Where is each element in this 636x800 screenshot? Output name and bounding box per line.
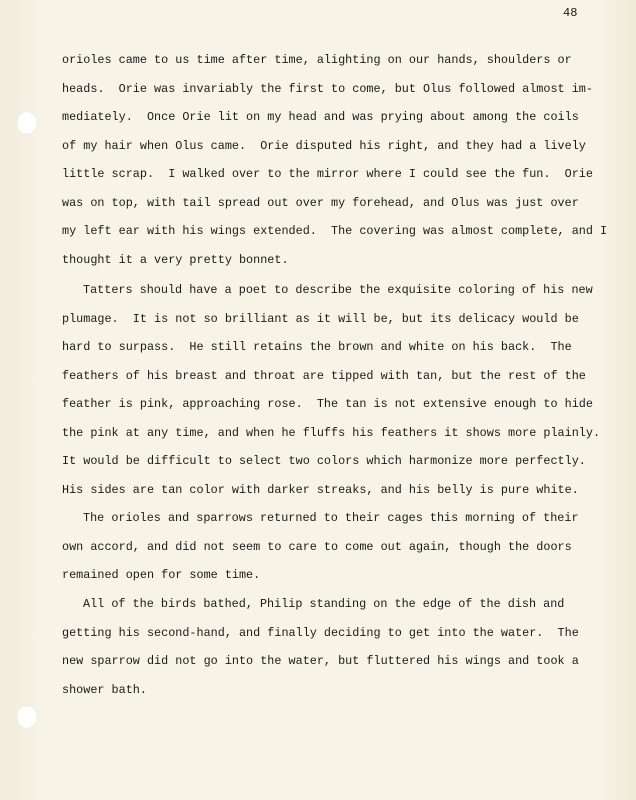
paragraph-4 bbox=[62, 590, 622, 704]
text-line: His sides are tan color with darker streaks, and his belly is pure white. bbox=[62, 482, 579, 497]
paragraph-1 bbox=[62, 46, 622, 274]
text-line: The orioles and sparrows returned to their cages this morning of their bbox=[83, 511, 579, 525]
paragraph-2 bbox=[62, 276, 622, 504]
text-line: getting his second-hand, and finally deciding to get into the water. The bbox=[62, 625, 579, 640]
text-line: my left ear with his wings extended. The covering was almost complete, and I bbox=[62, 224, 608, 238]
text-line: mediately. Once Orie lit on my head and was prying about among the coils bbox=[62, 110, 579, 124]
paragraph-3 bbox=[62, 504, 622, 590]
text-line: feather is pink, approaching rose. The tan is not extensive enough to hide bbox=[62, 397, 593, 411]
text-line: orioles came to us time after time, alighting on our hands, shoulders or bbox=[62, 53, 572, 67]
text-line: All of the birds bathed, Philip standing on the edge of the dish and bbox=[83, 597, 565, 611]
text-line: shower bath. bbox=[62, 682, 147, 697]
text-line: thought it a very pretty bonnet. bbox=[62, 252, 289, 267]
text-line: was on top, with tail spread out over my forehead, and Olus was just over bbox=[62, 195, 579, 210]
text-line: of my hair when Olus came. Orie disputed his right, and they had a lively bbox=[62, 138, 586, 153]
text-line: hard to surpass. He still retains the brown and white on his back. The bbox=[62, 340, 572, 354]
text-line: Tatters should have a poet to describe the exquisite coloring of his new bbox=[83, 283, 593, 297]
text-line: It would be difficult to select two colors which harmonize more perfectly. bbox=[62, 454, 586, 468]
punch-hole bbox=[17, 706, 37, 728]
text-line: new sparrow did not go into the water, but fluttered his wings and took a bbox=[62, 654, 579, 668]
page-number: 48 bbox=[563, 6, 578, 20]
text-line: little scrap. I walked over to the mirror where I could see the fun. Orie bbox=[62, 167, 593, 181]
text-line: own accord, and did not seem to care to come out again, though the doors bbox=[62, 539, 572, 554]
text-line: heads. Orie was invariably the first to come, but Olus followed almost im- bbox=[62, 81, 593, 96]
text-line: plumage. It is not so brilliant as it will be, but its delicacy would be bbox=[62, 311, 579, 326]
text-line: the pink at any time, and when he fluffs his feathers it shows more plainly. bbox=[62, 425, 601, 440]
text-line: feathers of his breast and throat are tipped with tan, but the rest of the bbox=[62, 368, 586, 383]
punch-hole bbox=[17, 112, 37, 134]
text-line: remained open for some time. bbox=[62, 568, 261, 582]
